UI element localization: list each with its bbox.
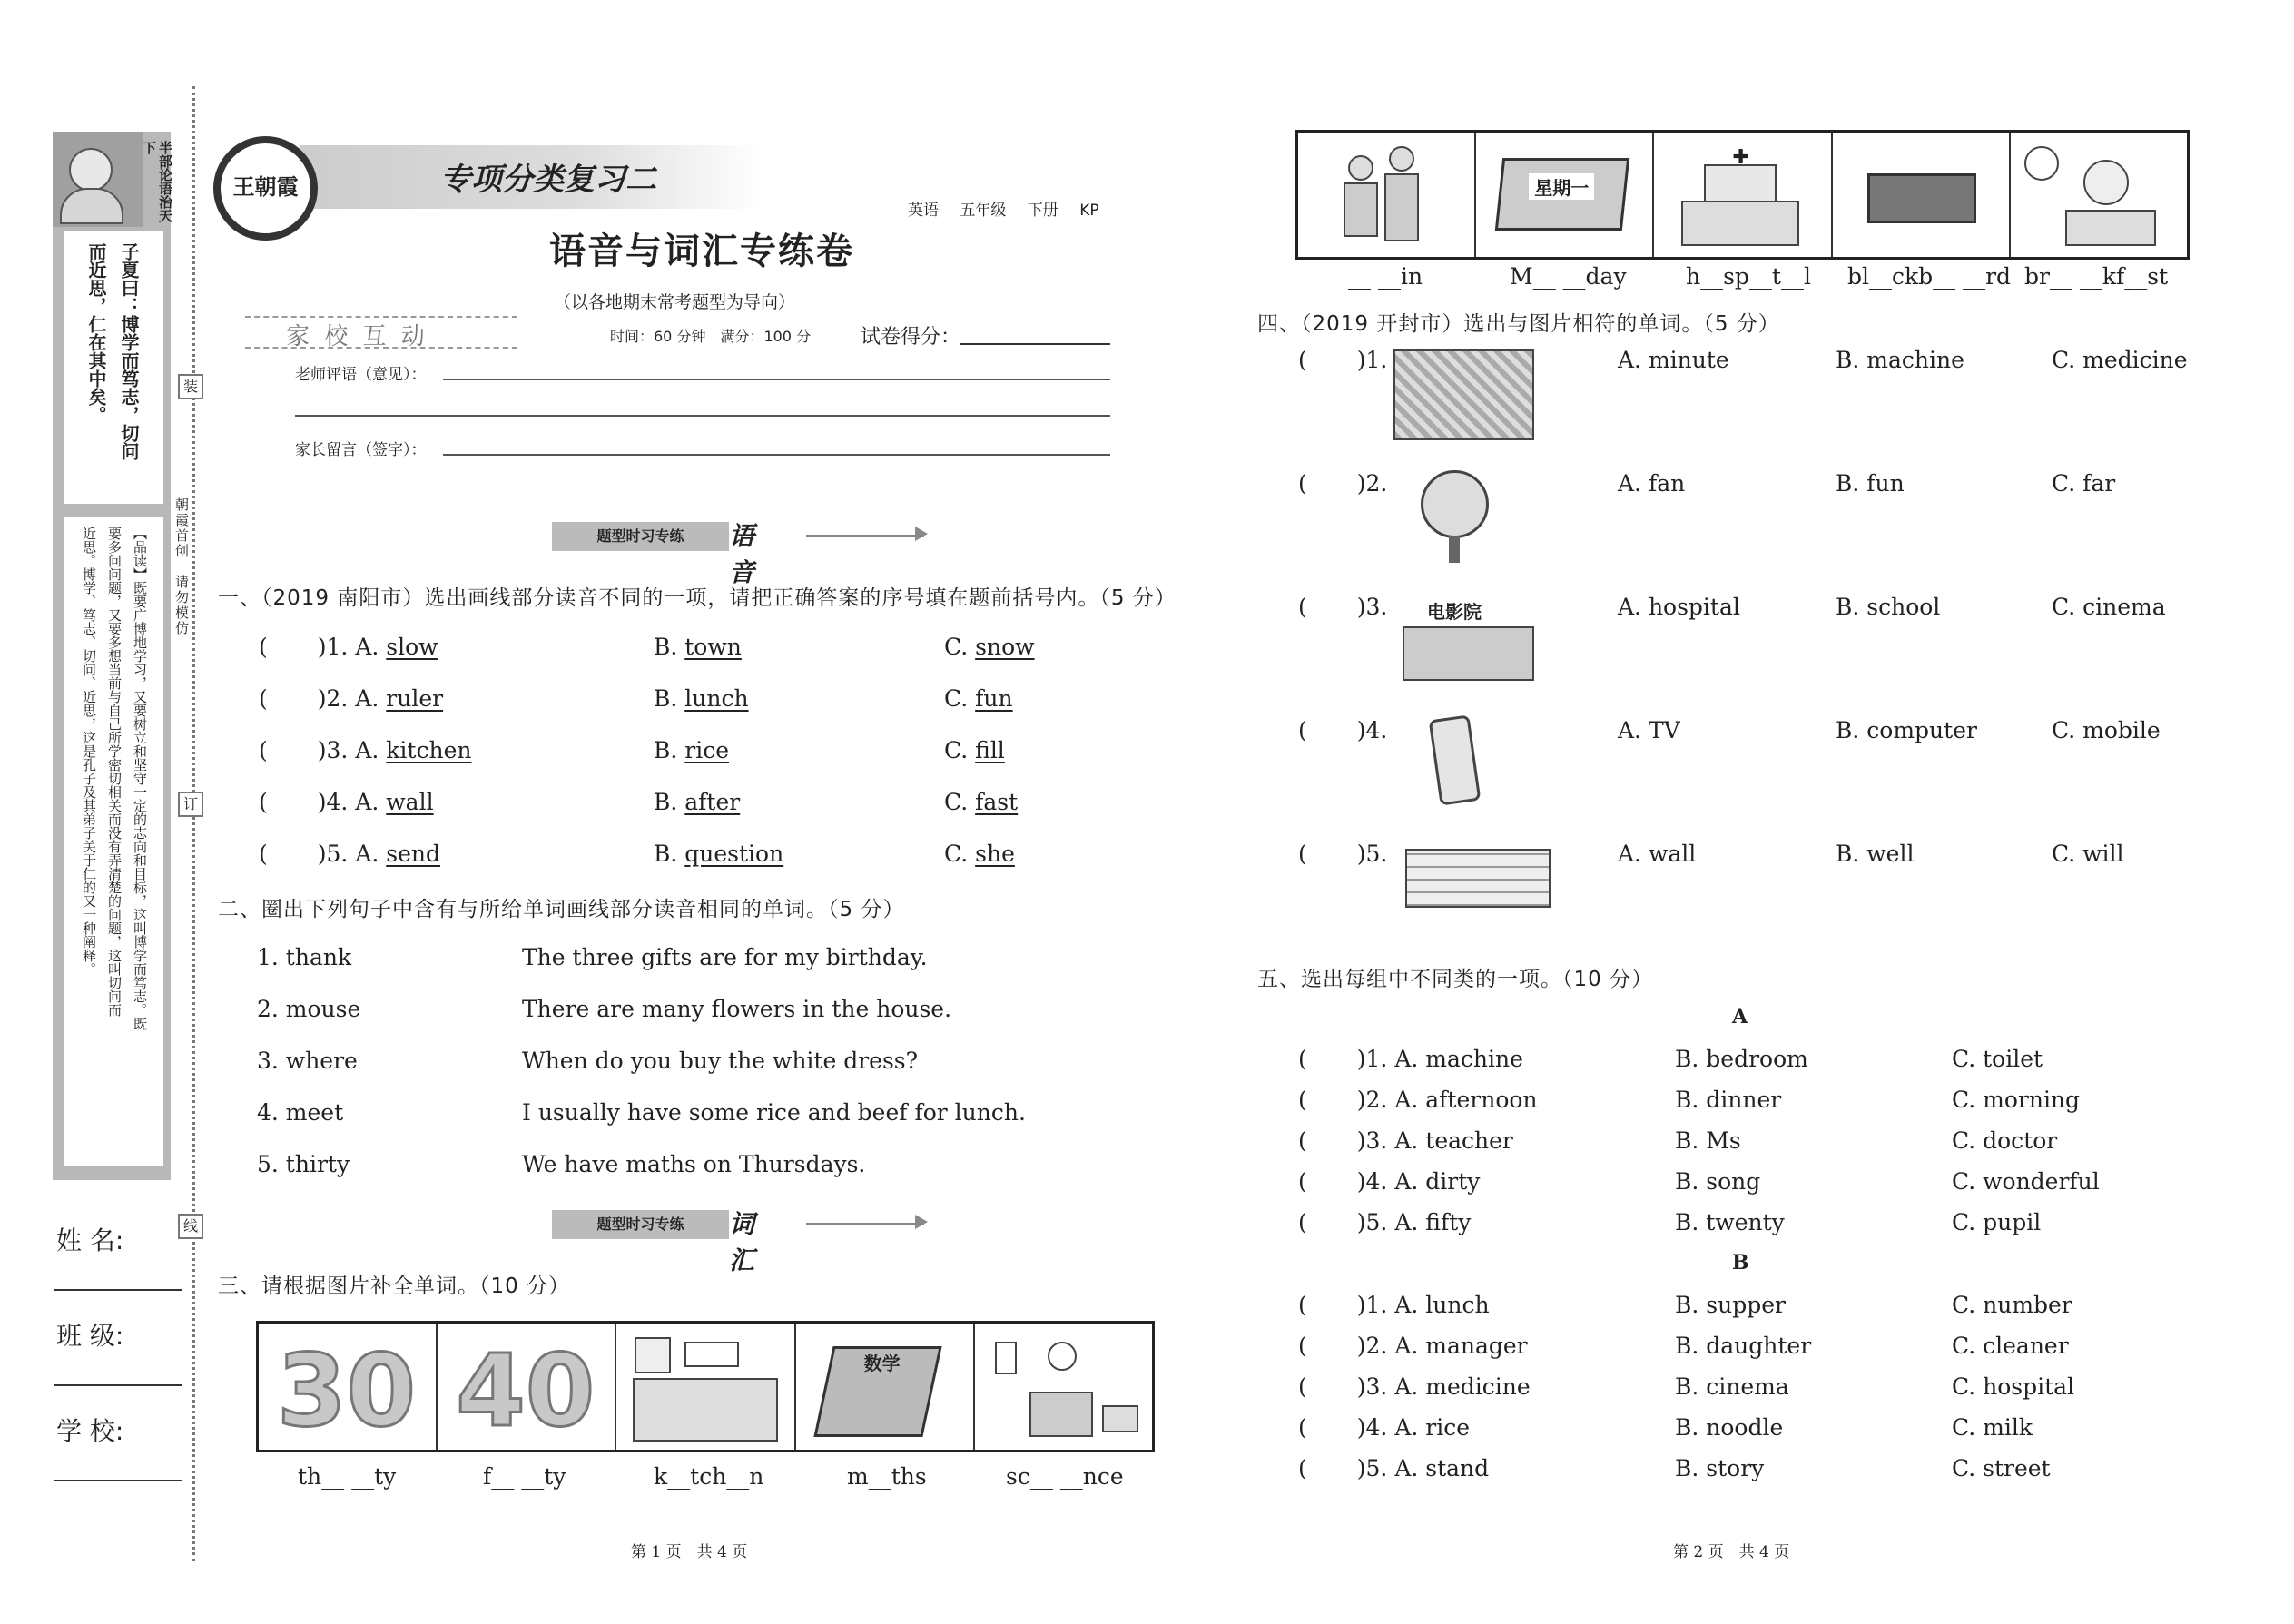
score-field[interactable]	[960, 343, 1110, 345]
blackboard-picture	[1833, 133, 2011, 257]
option-b: B. twenty	[1675, 1209, 1785, 1235]
option-a[interactable]: A. fan	[1618, 470, 1686, 497]
commentary-line-3: 近思。博学、笃志、切问、近思，这是孔子及其弟子关于仁的又一种阐释。	[81, 527, 97, 976]
option-a[interactable]: A. wall	[1618, 841, 1697, 867]
sentence[interactable]: There are many flowers in the house.	[522, 996, 952, 1022]
machine-picture	[1393, 349, 1534, 440]
breakfast-picture	[2011, 133, 2187, 257]
option-c: C. milk	[1952, 1414, 2033, 1441]
list-item: ( )5. A. send	[259, 841, 441, 867]
word-blank-1[interactable]: th__ __ty	[298, 1463, 397, 1490]
cut-line	[192, 86, 195, 1561]
brand-notice: 朝霞首创 请勿模仿	[173, 497, 190, 636]
option-c: C. doctor	[1952, 1127, 2058, 1154]
option-c: C. she	[944, 841, 1015, 867]
option-b: B. noodle	[1675, 1414, 1784, 1441]
kitchen-picture	[616, 1324, 795, 1450]
teacher-comment-field-2[interactable]	[295, 415, 1110, 417]
option-b: B. daughter	[1675, 1333, 1812, 1359]
sentence[interactable]: I usually have some rice and beef for lunch.	[522, 1099, 1026, 1126]
vocab-label: 词 汇	[729, 1209, 755, 1275]
list-item: ( )3. A. teacher	[1298, 1127, 1513, 1154]
part2-title: 二、圈出下列句子中含有与所给单词画线部分读音相同的单词。（5 分）	[218, 898, 905, 921]
list-item: ( )5. A. fifty	[1298, 1209, 1472, 1235]
option-b: B. bedroom	[1675, 1046, 1808, 1072]
option-b: B. cinema	[1675, 1373, 1789, 1400]
option-c[interactable]: C. far	[2052, 470, 2116, 497]
option-a[interactable]: A. TV	[1618, 717, 1680, 743]
option-b: B. rice	[654, 737, 730, 763]
option-b[interactable]: B. machine	[1836, 347, 1964, 373]
given-word: 4. meet	[257, 1099, 344, 1126]
part3-picture-row	[256, 1321, 1155, 1452]
maths-book-picture: 数学	[796, 1324, 975, 1450]
word-blank-7[interactable]: M__ __day	[1510, 263, 1627, 290]
fan-picture	[1421, 470, 1489, 538]
option-c: C. fill	[944, 737, 1005, 763]
option-c[interactable]: C. will	[2052, 841, 2124, 867]
option-c[interactable]: C. medicine	[2052, 347, 2188, 373]
given-word: 1. thank	[257, 944, 352, 970]
option-c: C. fun	[944, 685, 1013, 712]
word-blank-8[interactable]: h__sp__t__l	[1686, 263, 1811, 290]
publisher-logo	[213, 136, 318, 241]
option-c: C. snow	[944, 634, 1035, 660]
part5-title: 五、选出每组中不同类的一项。（10 分）	[1257, 968, 1654, 991]
list-item: ( )5. A. stand	[1298, 1455, 1490, 1481]
part3b-picture-row	[1295, 130, 2190, 260]
list-item: ( )3. A. medicine	[1298, 1373, 1531, 1400]
option-b: B. song	[1675, 1168, 1761, 1195]
cinema-sign: 电影院	[1427, 601, 1482, 623]
cut-mark-2: 订	[178, 792, 203, 817]
word-blank-6[interactable]: __ __in	[1348, 263, 1423, 290]
option-b[interactable]: B. well	[1836, 841, 1915, 867]
option-b[interactable]: B. fun	[1836, 470, 1905, 497]
page-number-1: 第 1 页 共 4 页	[631, 1543, 748, 1561]
name-field[interactable]	[54, 1289, 182, 1291]
option-b: B. lunch	[654, 685, 749, 712]
parent-comment-field[interactable]	[443, 454, 1110, 456]
list-item: ( )1. A. lunch	[1298, 1292, 1490, 1318]
page-number-2: 第 2 页 共 4 页	[1673, 1543, 1790, 1561]
given-word: 2. mouse	[257, 996, 361, 1022]
practice-label: 题型时习专练	[552, 1210, 729, 1239]
fan-stand	[1449, 536, 1460, 563]
home-school-heading: 家 校 互 动	[245, 316, 517, 349]
option-c: C. pupil	[1952, 1209, 2042, 1235]
option-c: C. street	[1952, 1455, 2051, 1481]
quote-box	[64, 231, 163, 504]
hospital-picture: ✚	[1654, 133, 1832, 257]
part3-title: 三、请根据图片补全单词。（10 分）	[218, 1275, 571, 1298]
parent-comment-label: 家长留言（签字）：	[295, 441, 427, 459]
cut-mark-1: 装	[178, 374, 203, 399]
list-item: ( )4. A. wall	[259, 789, 434, 815]
teacher-comment-field[interactable]	[443, 379, 1110, 380]
class-label: 班 级:	[56, 1321, 124, 1351]
quote-line-1: 子夏曰：博学而笃志，切问	[118, 242, 140, 460]
arrow-icon	[806, 535, 924, 537]
option-c: C. fast	[944, 789, 1019, 815]
motto-text: 半部论语治天下	[141, 141, 173, 222]
school-label: 学 校:	[56, 1416, 124, 1446]
option-a[interactable]: A. hospital	[1618, 594, 1740, 620]
list-item: ( )1. A. slow	[259, 634, 438, 660]
list-item: ( )5.	[1298, 841, 1388, 867]
sentence[interactable]: The three gifts are for my birthday.	[522, 944, 928, 970]
word-blank-3[interactable]: k__tch__n	[654, 1463, 764, 1490]
picture-thirty: 30	[259, 1324, 438, 1450]
option-b: B. story	[1675, 1455, 1765, 1481]
class-field[interactable]	[54, 1384, 182, 1386]
commentary-line-1: 【品读】既要广博地学习，又要树立和坚守一定的志向和目标，这叫博学而笃志。既	[132, 527, 148, 1030]
main-title: 语音与词汇专练卷	[549, 230, 854, 272]
teacher-comment-label: 老师评语（意见）：	[295, 366, 427, 384]
list-item: ( )4. A. rice	[1298, 1414, 1471, 1441]
calendar-picture: 星期一	[1476, 133, 1654, 257]
list-item: ( )2. A. manager	[1298, 1333, 1528, 1359]
option-c: C. wonderful	[1952, 1168, 2100, 1195]
option-b[interactable]: B. computer	[1836, 717, 1977, 743]
wall-picture	[1405, 849, 1551, 908]
given-word: 5. thirty	[257, 1151, 350, 1177]
list-item: ( )1. A. machine	[1298, 1046, 1523, 1072]
picture-forty: 40	[438, 1324, 616, 1450]
option-c: C. hospital	[1952, 1373, 2075, 1400]
option-c: C. number	[1952, 1292, 2072, 1318]
commentary-line-2: 要多问问题，又要多想当前与自己所学密切相关而没有弄清楚的问题，这叫切问而	[106, 527, 123, 1017]
list-item: ( )3. A. kitchen	[259, 737, 472, 763]
option-c: C. toilet	[1952, 1046, 2043, 1072]
phonetics-label: 语 音	[729, 521, 755, 587]
option-c: C. morning	[1952, 1087, 2081, 1113]
mobile-phone-picture	[1429, 714, 1482, 805]
confucius-illustration	[53, 132, 143, 227]
option-b[interactable]: B. school	[1836, 594, 1941, 620]
part4-title: 四、（2019 开封市）选出与图片相符的单词。（5 分）	[1257, 312, 1780, 336]
part1-title: 一、（2019 南阳市）选出画线部分读音不同的一项，请把正确答案的序号填在题前括号内。（5 分）	[218, 586, 1177, 610]
word-blank-2[interactable]: f__ __ty	[483, 1463, 566, 1490]
cinema-picture	[1403, 626, 1534, 681]
children-picture	[1298, 133, 1476, 257]
word-blank-10[interactable]: br__ __kf__st	[2024, 263, 2169, 290]
option-b: B. question	[654, 841, 784, 867]
sentence[interactable]: When do you buy the white dress?	[522, 1048, 919, 1074]
word-blank-5[interactable]: sc__ __nce	[1006, 1463, 1124, 1490]
word-blank-4[interactable]: m__ths	[847, 1463, 927, 1490]
list-item: ( )2. A. afternoon	[1298, 1087, 1538, 1113]
list-item: ( )1.	[1298, 347, 1388, 373]
group-a-heading: A	[1732, 1005, 1748, 1029]
list-item: ( )4.	[1298, 717, 1388, 743]
subtitle: （以各地期末常考题型为导向）	[554, 292, 796, 312]
quote-line-2: 而近思，仁在其中矣。	[85, 242, 107, 424]
option-c[interactable]: C. mobile	[2052, 717, 2161, 743]
option-a[interactable]: A. minute	[1618, 347, 1729, 373]
option-c[interactable]: C. cinema	[2052, 594, 2166, 620]
sentence[interactable]: We have maths on Thursdays.	[522, 1151, 866, 1177]
list-item: ( )2.	[1298, 470, 1388, 497]
score-label: 试卷得分：	[861, 326, 961, 349]
science-picture	[975, 1324, 1152, 1450]
cut-mark-3: 线	[178, 1214, 203, 1239]
section-title: 专项分类复习二	[440, 162, 656, 198]
option-b: B. supper	[1675, 1292, 1786, 1318]
list-item: ( )2. A. ruler	[259, 685, 444, 712]
option-b: B. dinner	[1675, 1087, 1782, 1113]
arrow-icon	[806, 1223, 924, 1225]
option-c: C. cleaner	[1952, 1333, 2069, 1359]
name-label: 姓 名:	[56, 1225, 124, 1255]
list-item: ( )4. A. dirty	[1298, 1168, 1481, 1195]
logo-text: 王朝霞	[232, 173, 299, 200]
practice-label: 题型时习专练	[552, 522, 729, 551]
commentary-box	[64, 517, 163, 1166]
option-b: B. town	[654, 634, 742, 660]
course-meta: 英语 五年级 下册 KP	[908, 202, 1099, 220]
option-b: B. after	[654, 789, 741, 815]
option-b: B. Ms	[1675, 1127, 1741, 1154]
word-blank-9[interactable]: bl__ckb__ __rd	[1847, 263, 2012, 290]
given-word: 3. where	[257, 1048, 358, 1074]
list-item: ( )3.	[1298, 594, 1388, 620]
group-b-heading: B	[1732, 1251, 1749, 1275]
time-score-info: 时间：60 分钟 满分：100 分	[610, 328, 812, 345]
school-field[interactable]	[54, 1480, 182, 1481]
